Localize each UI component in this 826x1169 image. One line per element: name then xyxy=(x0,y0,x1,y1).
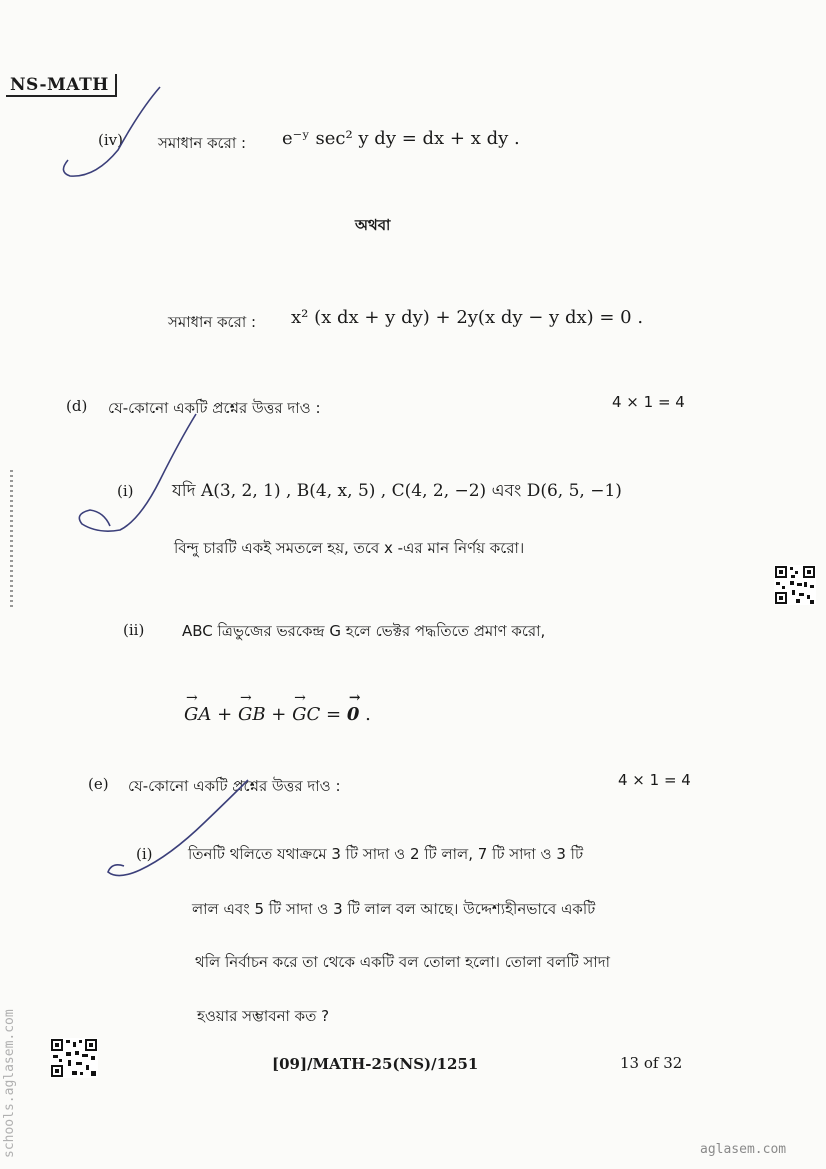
equals-sign: = xyxy=(326,704,342,725)
section-e-label: (e) xyxy=(88,775,109,793)
question-d-ii-line1: ABC ত্রিভুজের ভরকেন্দ্র G হলে ভেক্টর পদ্ধতিতে প্রমাণ করো, xyxy=(182,622,546,640)
vector-ga: → GA xyxy=(184,704,211,725)
section-e-marks: 4 × 1 = 4 xyxy=(618,771,691,789)
question-instruction-alt: সমাধান করো : xyxy=(168,313,257,331)
question-number: (iv) xyxy=(98,131,123,149)
end-period: . xyxy=(365,704,371,725)
vector-zero: → 0 xyxy=(347,704,360,725)
section-e-instruction: যে-কোনো একটি প্রশ্নের উত্তর দাও : xyxy=(128,777,341,795)
footer-page-number: 13 of 32 xyxy=(620,1054,683,1072)
question-equation-alt: x² (x dx + y dy) + 2y(x dy − y dx) = 0 . xyxy=(291,307,644,328)
question-e-i-line3: থলি নির্বাচন করে তা থেকে একটি বল তোলা হলো। তোলা বলটি সাদা xyxy=(195,953,610,971)
vector-gb: → GB xyxy=(238,704,266,725)
footer-paper-code: [09]/MATH-25(NS)/1251 xyxy=(272,1055,479,1073)
question-e-i-line4: হওয়ার সম্ভাবনা কত ? xyxy=(197,1007,330,1025)
side-watermark: schools.aglasem.com xyxy=(2,1009,17,1158)
section-d-instruction: যে-কোনো একটি প্রশ্নের উত্তর দাও : xyxy=(108,399,321,417)
section-d-label: (d) xyxy=(66,397,88,415)
question-e-i-line1: তিনটি থলিতে যথাক্রমে 3 টি সাদা ও 2 টি লাল, 7 টি সাদা ও 3 টি xyxy=(188,845,584,863)
question-instruction: সমাধান করো : xyxy=(158,134,247,152)
question-e-i-line2: লাল এবং 5 টি সাদা ও 3 টি লাল বল আছে। উদ্দেশ্যহীনভাবে একটি xyxy=(192,900,596,918)
vector-gc: → GC xyxy=(292,704,320,725)
or-separator: অথবা xyxy=(355,216,391,234)
qr-code-icon xyxy=(50,1038,98,1078)
section-d-marks: 4 × 1 = 4 xyxy=(612,393,685,411)
corner-watermark: aglasem.com xyxy=(700,1142,787,1157)
question-d-i-line1-text: যদি A(3, 2, 1) , B(4, x, 5) , C(4, 2, −2) এবং D(6, 5, −1) xyxy=(172,481,622,501)
subject-label: NS-MATH xyxy=(10,75,109,95)
question-d-i-line1 xyxy=(172,478,622,506)
margin-dotted-mark xyxy=(10,470,13,610)
qr-code-icon xyxy=(774,565,816,605)
vector-equation xyxy=(184,704,371,725)
question-d-i-line2: বিন্দু চারটি একই সমতলে হয়, তবে x -এর মান নির্ণয় করো। xyxy=(174,539,525,557)
question-e-i-number: (i) xyxy=(136,845,153,863)
plus-sign: + xyxy=(271,704,287,725)
subject-header xyxy=(6,74,117,97)
question-d-i-number: (i) xyxy=(117,482,134,500)
plus-sign: + xyxy=(217,704,233,725)
question-d-ii-number: (ii) xyxy=(123,621,145,639)
question-equation: e⁻ʸ sec² y dy = dx + x dy . xyxy=(282,128,520,149)
